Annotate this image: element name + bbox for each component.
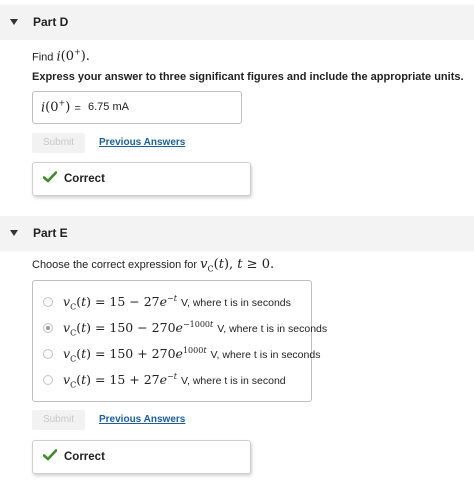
radio-button[interactable] (43, 375, 53, 385)
radio-button[interactable] (43, 349, 53, 359)
part-d-feedback (32, 162, 251, 196)
radio-button-selected[interactable] (43, 323, 53, 333)
part-e-feedback-label: Correct (64, 451, 105, 463)
part-d-feedback-label: Correct (64, 173, 105, 185)
part-e-feedback (32, 440, 251, 474)
answer-value: 6.75 mA (88, 101, 129, 113)
caret-down-icon[interactable] (10, 230, 18, 236)
caret-down-icon[interactable] (10, 19, 18, 25)
part-d-previous-answers-link[interactable]: Previous Answers (99, 137, 186, 148)
part-d-instructions: Express your answer to three significant figures and include the appropriate units. (32, 71, 464, 83)
part-e-prompt-expr: $v_C(t)$, t ≥ 0. (200, 257, 275, 274)
choice-item[interactable] (43, 344, 321, 364)
choice-expr: $v_C(t) = 15 - 27e^{-t}$ V, where t is in seconds (63, 294, 291, 312)
part-d-title: Part D (33, 15, 69, 29)
choice-expr: $v_C(t) = 150 - 270e^{-1000t}$ V, where t is in seconds (63, 320, 328, 338)
choice-item[interactable] (43, 318, 328, 338)
answer-lhs: i(0+) = (41, 99, 81, 116)
part-e-question: Choose the correct expression for $v_C(t)$, t ≥ 0. (32, 257, 275, 274)
radio-button[interactable] (43, 297, 53, 307)
part-e-title: Part E (33, 226, 68, 240)
choice-item[interactable] (43, 370, 308, 390)
checkmark-icon (43, 171, 57, 183)
part-e-header[interactable] (0, 216, 474, 251)
part-e-previous-answers-link[interactable]: Previous Answers (99, 414, 186, 425)
part-d-submit-button[interactable]: Submit (32, 133, 85, 153)
checkmark-icon (43, 449, 57, 461)
choice-expr: $v_C(t) = 150 + 270e^{1000t}$ V, where t is in seconds (63, 346, 321, 364)
choice-item[interactable] (43, 292, 308, 312)
choices-list (32, 280, 328, 402)
part-e-submit-button[interactable]: Submit (32, 410, 85, 430)
choice-expr: $v_C(t) = 15 + 27e^{-t}$ V, where t is in second (63, 372, 286, 390)
part-d-question: Find i(0+). (32, 48, 90, 65)
answer-field[interactable] (32, 91, 242, 124)
part-d-find-expr: i(0+). (56, 48, 90, 65)
part-d-header[interactable] (0, 5, 474, 40)
